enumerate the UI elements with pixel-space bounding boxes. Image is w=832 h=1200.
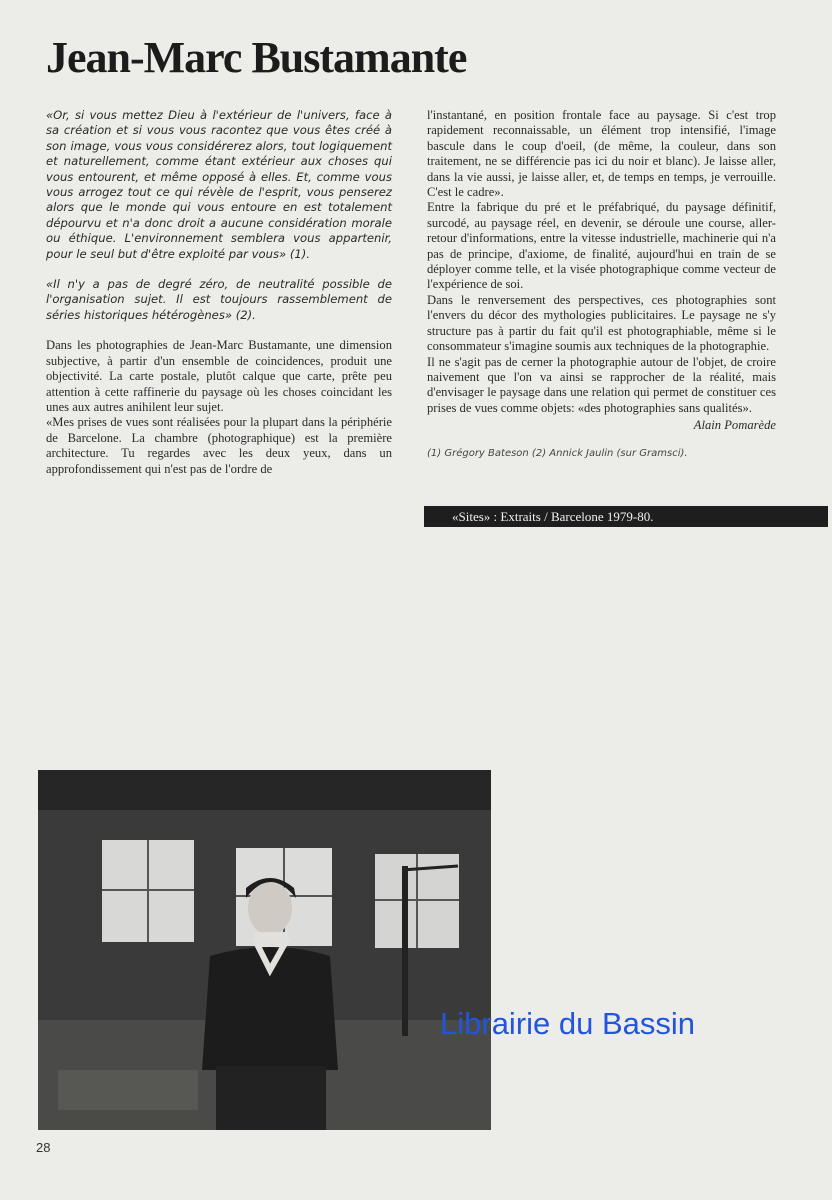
page-title: Jean-Marc Bustamante [46,33,467,82]
photo-caption-bar: «Sites» : Extraits / Barcelone 1979-80. [424,506,828,527]
body-paragraph: Dans les photographies de Jean-Marc Bustamante, une dimension subjective, à partir d'un ensemble de coincidences, produit une objectivité. La carte postale, plutôt calque que carte, prête peu attention à cette raffinerie du paysage où les choses coincidant les unes aux autres anihilent leur sujet. [46,338,392,414]
page-number: 28 [36,1140,51,1155]
quote-jaulin: «Il n'y a pas de degré zéro, de neutralité possible de l'organisation sujet. Il est toujours rassemblement de séries historiques hétérogènes» (2). [46,277,392,322]
author-signature: Alain Pomarède [693,418,776,433]
body-paragraph: Entre la fabrique du pré et le préfabriqué, du paysage définitif, surcodé, au paysage réel, en devenir, se déroule une course, aller-retour d'informations, entre la vitesse industrielle, machinerie qui n'a pas de principe, d'axiome, de finalité, aujourd'hui en train de se déployer comme telle, et la visée photographique comme vecteur de l'expérience de soi. [427,200,776,292]
photo-illustration [38,770,491,1130]
quote-bateson: «Or, si vous mettez Dieu à l'extérieur de l'univers, face à sa création et si vous vous racontez que vous êtes créé à son image, vous vous considérerez alors, tout logiquement et naturellement, comme étant extérieur aux choses qui vous entourent, et même opposé à elles. Et, comme vous vous arrogez tout ce qui révèle de l'esprit, vous penserez alors que le monde qui vous entoure en est totalement dépourvu et n'a donc droit a aucune considération morale ou éthique. L'environnement semblera vous appartenir, pour le seul but d'être exploité par vous» (1). [46,108,392,261]
body-paragraph: «Mes prises de vues sont réalisées pour la plupart dans la périphérie de Barcelone. La chambre (photographique) est la première architecture. Tu regardes avec les deux yeux, dans un approfondissement qui n'est pas de l'ordre de [46,415,392,476]
body-paragraph: Il ne s'agit pas de cerner la photographie autour de l'objet, de croire naivement que l'on va ainsi se rapprocher de la réalité, mais d'envisager le paysage dans une relation qui permet de constituer ces prises de vues comme objets: «des photographies sans qualités». [427,354,776,415]
left-column [46,108,392,477]
footnotes: (1) Grégory Bateson (2) Annick Jaulin (sur Gramsci). [427,447,688,459]
body-paragraph: Dans le renversement des perspectives, ces photographies sont l'envers du décor des mythologies publicitaires. Le paysage ne s'y structure pas à partir du fait qu'il est photographiable, même si le consommateur s'imagine soumis aux techniques de la photographie. [427,292,776,354]
portrait-photo [38,770,491,1130]
right-column [427,108,776,461]
body-paragraph: l'instantané, en position frontale face au paysage. Si c'est trop rapidement reconnaissable, un élément trop intensifié, l'image bascule dans le coup d'oeil, (de même, la couleur, dans son traitement, ne se différencie pas ici du noir et blanc). Je laisse aller, dans la vie aussi, je laisse aller, et, de temps en temps, je verrouille. C'est le cadre». [427,108,776,200]
watermark-text: Librairie du Bassin [440,1006,696,1041]
